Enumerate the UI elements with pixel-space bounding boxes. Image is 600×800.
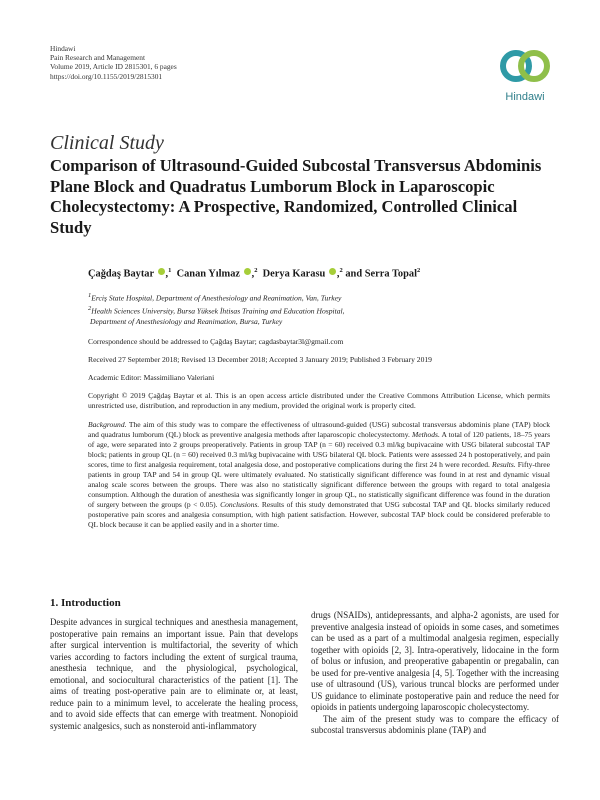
paragraph: The aim of the present study was to compare the efficacy of subcostal transversus abdominis plane (TAP) and: [311, 713, 559, 736]
affiliation-line: [88, 317, 548, 328]
affiliation-text: Health Sciences University, Bursa Yüksek İhtisas Training and Education Hospital,: [91, 306, 345, 316]
intro-column-right: [311, 610, 559, 737]
author-affiliation-number: 2: [339, 267, 343, 274]
journal-meta: [50, 44, 177, 81]
author-name[interactable]: Canan Yılmaz: [176, 268, 240, 280]
journal-name: Pain Research and Management: [50, 53, 146, 63]
paragraph: Despite advances in surgical techniques and anesthesia management, postoperative pain remains an important issue. Pain that develops after surgical intervention is multifactorial, the severity of which varies according to factors including the extent of surgical trauma, anesthesia technique, and the physiological, psychological, emotional, and sociocultural characteristics of the patient [1]. The aims of treating post-operative pain are to eliminate or, at least, reduce pain to a minimum level, to accelerate the healing process, and to avoid side effects that can emerge with treatment. Nonopioid systemic analgesics, such as nonsteroid anti-inflammatory: [50, 617, 298, 731]
abstract-background-label: Background.: [88, 420, 127, 429]
affiliation-number: 1: [88, 292, 92, 299]
hindawi-logo-icon: [494, 44, 556, 90]
author-name[interactable]: Serra Topal: [364, 268, 417, 280]
abstract-conclusions-label: Conclusions.: [220, 500, 260, 510]
article-title: Comparison of Ultrasound-Guided Subcostal Transversus Abdominis Plane Block and Quadratus Lumborum Block in Laparoscopic Cholecystectomy: A Prospective, Randomized, Controlled Clinical Study: [50, 156, 542, 237]
publication-dates: Received 27 September 2018; Revised 13 December 2018; Accepted 3 January 2019; Published 3 February 2019: [88, 355, 432, 364]
intro-column-left: [50, 617, 298, 732]
abstract-methods-label: Methods.: [411, 430, 440, 440]
abstract-background: The aim of this study was to compare the effectiveness of ultrasound-guided (USG) subcostal transversus abdominis plane (TAP) block and quadratus lumborum (QL) block as preventive analgesia methods after laparoscopic cholecystectomy.: [88, 420, 550, 440]
doi-link[interactable]: https://doi.org/10.1155/2019/2815301: [50, 71, 163, 81]
copyright-notice: Copyright © 2019 Çağdaş Baytar et al. This is an open access article distributed under the Creative Commons Attribution License, which permits unrestricted use, distribution, and reproduction in any medium, provided the original work is properly cited.: [88, 391, 550, 411]
affiliation-text: Department of Anesthesiology and Reanimation, Bursa, Turkey: [90, 317, 283, 327]
affiliations: [88, 291, 548, 328]
hindawi-logo: [494, 44, 556, 108]
publisher-name: Hindawi: [50, 44, 76, 53]
abstract: [88, 420, 550, 531]
affiliation-text: Erciş State Hospital, Department of Anesthesiology and Reanimation, Van, Turkey: [91, 293, 342, 303]
orcid-icon[interactable]: [244, 268, 251, 275]
author-name[interactable]: Çağdaş Baytar: [88, 268, 154, 280]
volume-info: Volume 2019, Article ID 2815301, 6 pages: [50, 62, 177, 72]
abstract-methods: A total of 120 patients, 18–75 years of age, were separated into 2 groups preoperatively. Patients in group TAP (n = 60) received 0.3 ml/kg bupivacaine with USG bilateral subcostal TAP block; patients in group QL (n = 60) received 0.3 ml/kg bupivacaine with USG bilateral QL block. Patients were assessed 24 h postoperatively, and pain scores, time to first analgesia requirement, total analgesia dose, and postoperative complications during the first 24 h were recorded.: [88, 430, 551, 470]
affiliation-line: [88, 291, 548, 304]
affiliation-line: [88, 304, 548, 317]
author-name[interactable]: Derya Karasu: [262, 268, 326, 280]
section-heading: 1. Introduction: [50, 597, 121, 609]
author-affiliation-number: 2: [416, 267, 421, 274]
author-list: Çağdaş Baytar ,$^1$ Canan Yılmaz ,$^2$ Derya Karasu ,$^2$ and Serra Topal$^2$: [88, 267, 421, 280]
article-category: Clinical Study: [50, 132, 164, 154]
abstract-results: Fifty-three patients in group TAP and 54 in group QL were ultimately evaluated. No statistically significant difference was found in at rest and dynamic visual analog scale scores between the groups. There was also no statistically significant difference between the groups with regard to total analgesia consumption. Although the duration of anesthesia was significantly longer in group QL, no statistically significant difference was found in the duration of surgery between the groups (p < 0.05).: [88, 460, 550, 510]
abstract-conclusions: Results of this study demonstrated that USG subcostal TAP and QL blocks similarly reduced postoperative pain scores and analgesia consumption, with high patient satisfaction. However, subcostal TAP block could be considered preferable to QL block because it can be applied easily and in a shorter time.: [88, 500, 551, 530]
orcid-icon[interactable]: [329, 268, 336, 275]
abstract-results-label: Results.: [491, 460, 516, 470]
author-affiliation-number: 2: [254, 267, 258, 274]
paragraph: drugs (NSAIDs), antidepressants, and alpha-2 agonists, are used for preventive analgesia instead of opioids in some cases, and sometimes can be used as a part of a multimodal analgesia regimen, especially together with opioids [2, 3]. Intra-operatively, lidocaine in the form of bolus or infusion, and preoperative gabapentin or pregabalin, can be used for pre-ventive analgesia [4, 5]. Together with the increasing use of ultrasound (US), various truncal blocks are performed under US guidance to eliminate postoperative pain and reduce the need for opioids in patients undergoing laparoscopic cholecystectomy.: [311, 610, 559, 713]
academic-editor: Academic Editor: Massimiliano Valeriani: [88, 373, 215, 382]
logo-wordmark: Hindawi: [505, 91, 545, 103]
correspondence: Correspondence should be addressed to Çağdaş Baytar; cagdasbaytar3l@gmail.com: [88, 337, 344, 346]
author-affiliation-number: 1: [168, 267, 172, 274]
orcid-icon[interactable]: [158, 268, 165, 275]
affiliation-number: 2: [88, 305, 92, 313]
